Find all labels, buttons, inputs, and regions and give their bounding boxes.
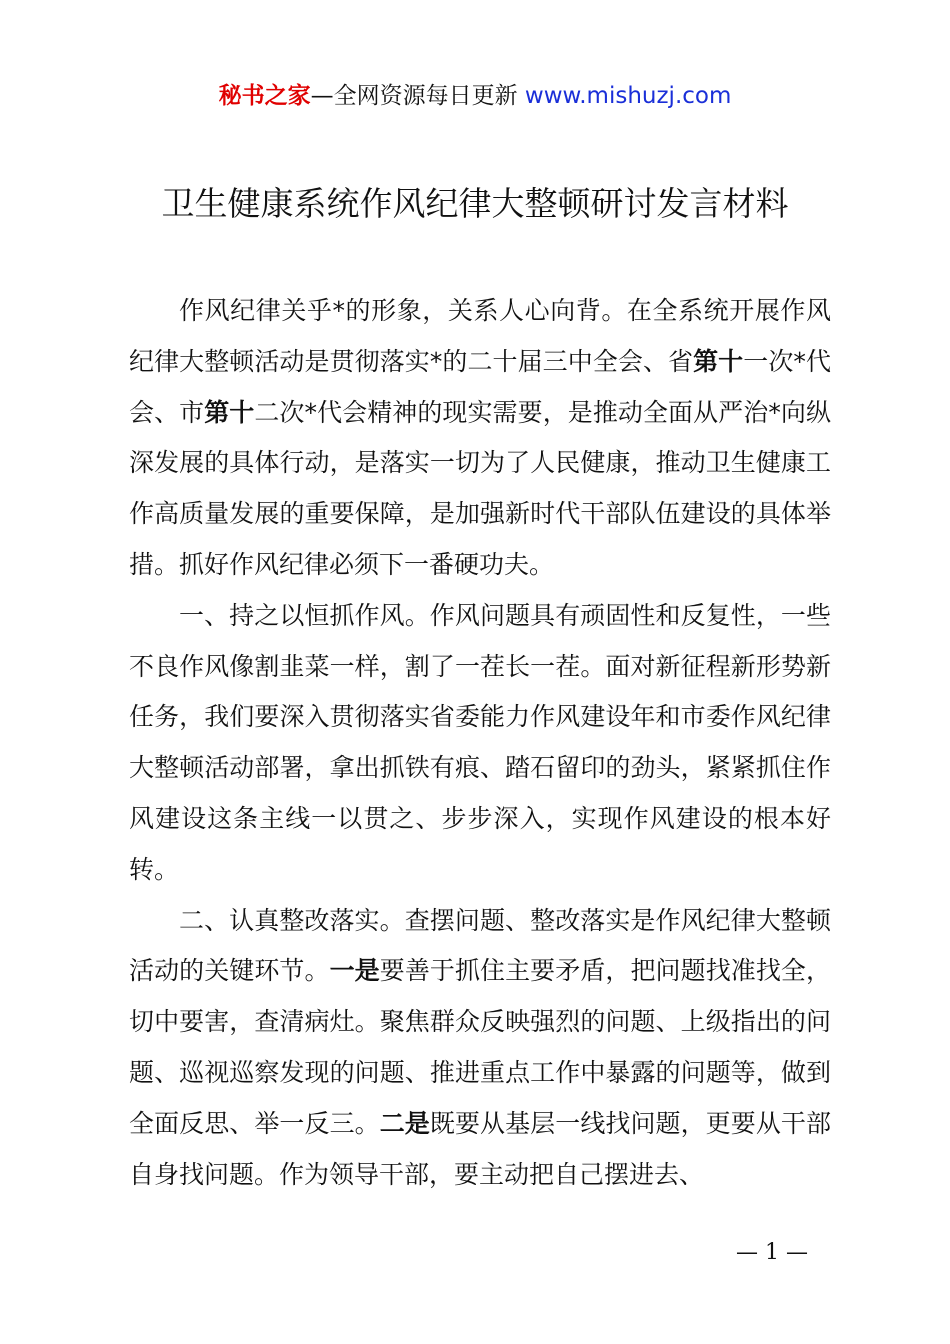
document-body [129,286,831,1200]
paragraph-section-1: 一、持之以恒抓作风。作风问题具有顽固性和反复性，一些不良作风像割韭菜一样，割了一茬长一茬。面对新征程新形势新任务，我们要深入贯彻落实省委能力作风建设年和市委作风纪律大整顿活动部署，拿出抓铁有痕、踏石留印的劲头，紧紧抓住作风建设这条主线一以贯之、步步深入，实现作风建设的根本好转。 [129,600,831,884]
site-url-link[interactable]: www.mishuzj.com [524,83,732,109]
paragraph-text: 要善于抓住主要矛盾，把问题找准找全，切中要害，查清病灶。聚焦群众反映强烈的问题、上级指出的问题、巡视巡察发现的问题、推进重点工作中暴露的问题等，做到全面反思、举一反三。 [129,956,831,1138]
paragraph-section-2 [129,896,831,1201]
paragraph-text: 二次*代会精神的现实需要，是推动全面从严治*向纵深发展的具体行动，是落实一切为了人民健康，推动卫生健康工作高质量发展的重要保障，是加强新时代干部队伍建设的具体举措。抓好作风纪律必须下一番硬功夫。 [129,397,831,579]
paragraph-text: 既要从基层一线找问题，更要从干部自身找问题。作为领导干部，要主动把自己摆进去、 [129,1108,831,1189]
bold-text: 一是 [329,956,380,986]
page-number: — 1 — [736,1240,808,1265]
paragraph-text: 作风纪律关乎*的形象，关系人心向背。在全系统开展作风纪律大整顿活动是贯彻落实*的二十届三中全会、省 [129,296,831,376]
site-brand: 秘书之家 [218,83,311,109]
document-title: 卫生健康系统作风纪律大整顿研讨发言材料 [161,184,789,223]
paragraph-text: 二、认真整改落实。查摆问题、整改落实是作风纪律大整顿活动的关键环节。 [129,905,831,986]
site-subtitle: —全网资源每日更新 [310,83,525,109]
site-header [0,80,950,112]
bold-text: 第十 [204,397,255,427]
bold-text: 第十 [693,346,744,376]
bold-text: 二是 [379,1108,430,1138]
paragraph-intro [129,286,831,591]
paragraph-text: 一次*代会、市 [129,346,831,427]
